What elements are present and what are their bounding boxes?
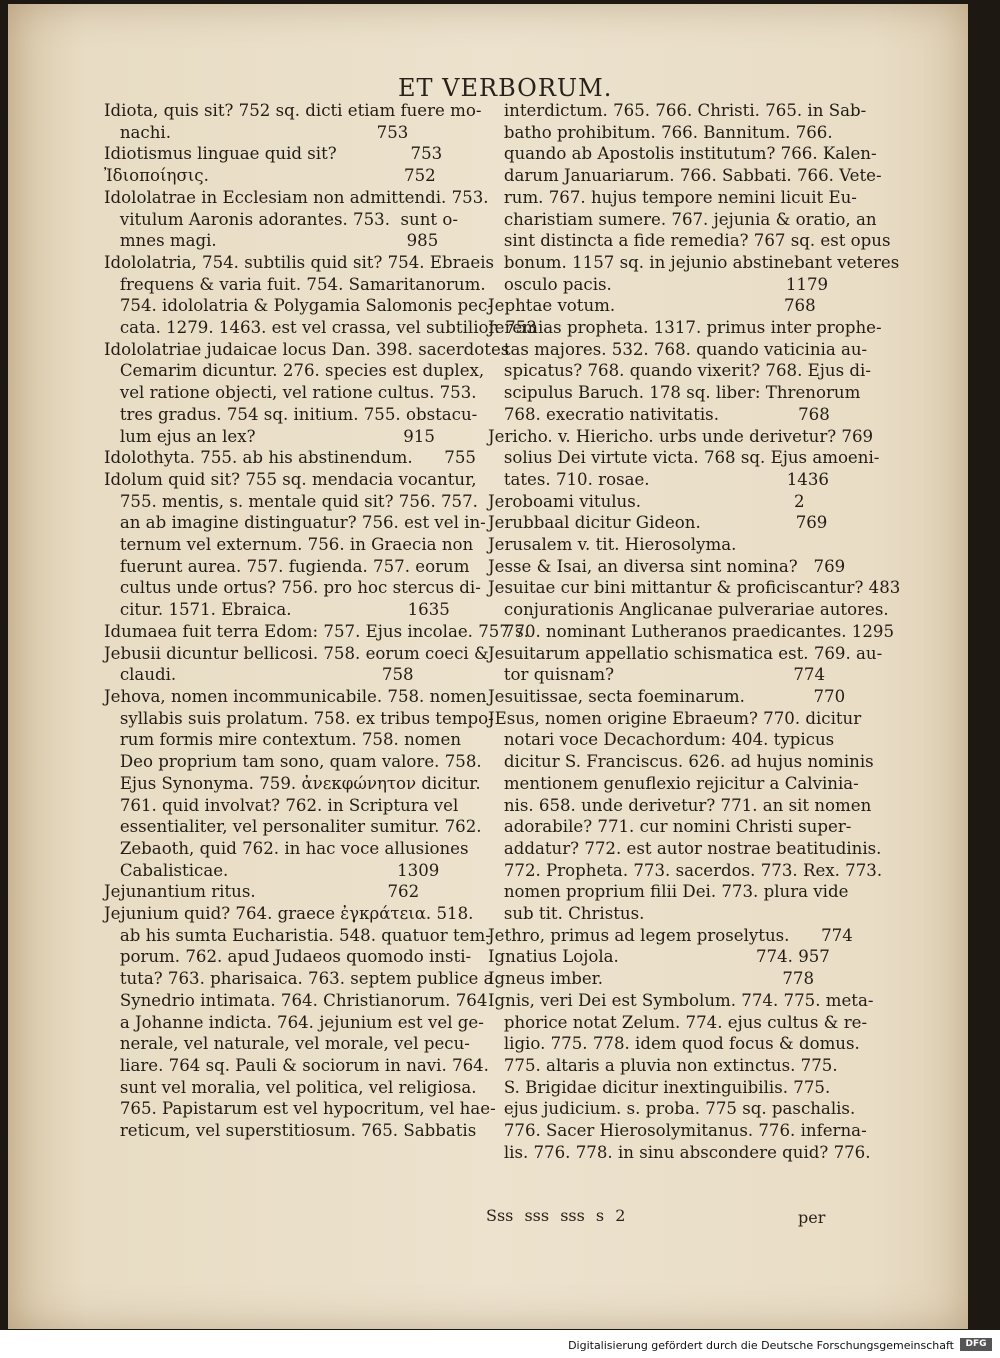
index-line: Jesse & Isai, an diversa sint nomina? 769 (488, 556, 846, 576)
index-line: bonum. 1157 sq. in jejunio abstinebant veteres (488, 252, 900, 272)
index-line: Ejus Synonyma. 759. ἀνεκφώνητον dicitur. (104, 773, 481, 793)
index-line: 772. Propheta. 773. sacerdos. 773. Rex. 773. (488, 860, 883, 880)
index-line: 754. idololatria & Polygamia Salomonis pec- (104, 296, 493, 316)
index-line: rum formis mire contextum. 758. nomen (104, 730, 462, 750)
index-line: Jejunantium ritus. 762 (104, 882, 420, 902)
index-line: mnes magi. 985 (104, 231, 439, 251)
index-line: 776. Sacer Hierosolymitanus. 776. inferna- (488, 1121, 867, 1141)
index-line: Idumaea fuit terra Edom: 757. Ejus incolae. 757 s. (104, 621, 529, 641)
index-column-right (488, 100, 901, 1163)
index-line: Jebusii dicuntur bellicosi. 758. eorum coeci & (104, 643, 489, 663)
index-line: scipulus Baruch. 178 sq. liber: Threnorum (488, 383, 861, 403)
index-line: tates. 710. rosae. 1436 (488, 469, 829, 489)
index-line: Idiota, quis sit? 752 sq. dicti etiam fuere mo- (104, 101, 482, 120)
index-line: Ignatius Lojola. 774. 957 (488, 947, 830, 967)
index-line: Cemarim dicuntur. 276. species est duplex, (104, 361, 485, 381)
book-page (8, 4, 968, 1329)
index-line: S. Brigidae dicitur inextinguibilis. 775. (488, 1077, 831, 1097)
digitization-footer (0, 1330, 1000, 1358)
index-line: Ignis, veri Dei est Symbolum. 774. 775. meta- (488, 990, 874, 1010)
index-line: conjurationis Anglicanae pulverariae autores. (488, 600, 889, 620)
index-line: lum ejus an lex? 915 (104, 426, 435, 446)
index-line: cultus unde ortus? 756. pro hoc stercus di- (104, 578, 481, 598)
index-line: Jesuitae cur bini mittantur & proficiscantur? 483 (488, 578, 901, 598)
index-line: Jeroboami vitulus. 2 (488, 491, 805, 511)
index-line: reticum, vel superstitiosum. 765. Sabbatis (104, 1121, 477, 1141)
footer-credit: Digitalisierung gefördert durch die Deutsche Forschungsgemeinschaft (568, 1339, 954, 1352)
index-line: batho prohibitum. 766. Bannitum. 766. (488, 122, 833, 142)
index-line: sint distincta a fide remedia? 767 sq. est opus (488, 231, 891, 251)
index-line: sub tit. Christus. (488, 904, 645, 924)
index-line: claudi. 758 (104, 665, 414, 685)
index-line: 765. Papistarum est vel hypocritum, vel hae- (104, 1099, 496, 1119)
index-line: JEsus, nomen origine Ebraeum? 770. dicitur (488, 708, 862, 728)
index-line: rum. 767. hujus tempore nemini licuit Eu- (488, 187, 857, 207)
index-line: citur. 1571. Ebraica. 1635 (104, 600, 450, 620)
index-line: solius Dei virtute victa. 768 sq. Ejus amoeni- (488, 448, 880, 468)
index-line: addatur? 772. est autor nostrae beatitudinis. (488, 838, 882, 858)
index-line: Ἰδιοποίησις. 752 (104, 166, 436, 186)
index-line: ab his sumta Eucharistia. 548. quatuor tem- (104, 925, 491, 945)
index-line: Jephtae votum. 768 (488, 296, 816, 316)
index-line: a Johanne indicta. 764. jejunium est vel ge- (104, 1012, 484, 1032)
index-line: ligio. 775. 778. idem quod focus & domus. (488, 1034, 860, 1054)
catchword: per (798, 1208, 826, 1227)
signature-mark: Sss sss sss s 2 (486, 1206, 626, 1225)
index-column-left (104, 100, 537, 1142)
index-line: nachi. 753 (104, 122, 409, 142)
index-line: ejus judicium. s. proba. 775 sq. paschalis. (488, 1099, 856, 1119)
index-line: Jeremias propheta. 1317. primus inter prophe- (488, 318, 882, 338)
index-line: Jethro, primus ad legem proselytus. 774 (488, 925, 853, 945)
index-line: 761. quid involvat? 762. in Scriptura vel (104, 795, 459, 815)
index-line: syllabis suis prolatum. 758. ex tribus tempo- (104, 708, 494, 728)
index-line: tuta? 763. pharisaica. 763. septem publice a (104, 969, 494, 989)
index-line: mentionem genuflexio rejicitur a Calvinia- (488, 773, 859, 793)
index-line: cata. 1279. 1463. est vel crassa, vel subtilior. 753 (104, 318, 537, 338)
index-line: interdictum. 765. 766. Christi. 765. in Sab- (488, 101, 867, 120)
index-line: Deo proprium tam sono, quam valore. 758. (104, 752, 482, 772)
index-line: nis. 658. unde derivetur? 771. an sit nomen (488, 795, 872, 815)
index-line: essentialiter, vel personaliter sumitur. 762. (104, 817, 482, 837)
index-line: osculo pacis. 1179 (488, 274, 829, 294)
page-heading: ET VERBORUM. (398, 74, 613, 102)
index-line: tas majores. 532. 768. quando vaticinia au- (488, 339, 868, 359)
index-line: Jericho. v. Hiericho. urbs unde derivetur? 769 (488, 426, 874, 446)
index-line: Idolothyta. 755. ab his abstinendum. 755 (104, 448, 476, 468)
index-line: vel ratione objecti, vel ratione cultus. 753. (104, 383, 477, 403)
index-line: phorice notat Zelum. 774. ejus cultus & re- (488, 1012, 868, 1032)
index-line: Jerubbaal dicitur Gideon. 769 (488, 513, 828, 533)
index-line: an ab imagine distinguatur? 756. est vel in- (104, 513, 486, 533)
index-line: Jehova, nomen incommunicabile. 758. nomen (104, 686, 487, 706)
index-line: Synedrio intimata. 764. Christianorum. 764 (104, 990, 488, 1010)
index-line: Jesuitissae, secta foeminarum. 770 (488, 686, 846, 706)
index-line: nerale, vel naturale, vel morale, vel pecu- (104, 1034, 470, 1054)
index-line: 768. execratio nativitatis. 768 (488, 404, 830, 424)
index-line: vitulum Aaronis adorantes. 753. sunt o- (104, 209, 458, 229)
index-line: Jejunium quid? 764. graece ἐγκράτεια. 518. (104, 904, 474, 924)
dfg-logo: DFG (960, 1338, 992, 1351)
index-line: Igneus imber. 778 (488, 969, 815, 989)
index-line: Cabalisticae. 1309 (104, 860, 440, 880)
index-line: Idololatrae in Ecclesiam non admittendi. 753. (104, 187, 489, 207)
index-line: Jesuitarum appellatio schismatica est. 769. au- (488, 643, 883, 663)
index-line: nomen proprium filii Dei. 773. plura vide (488, 882, 849, 902)
index-line: 755. mentis, s. mentale quid sit? 756. 757. (104, 491, 478, 511)
index-line: Idololatriae judaicae locus Dan. 398. sacerdotes (104, 339, 510, 359)
index-line: quando ab Apostolis institutum? 766. Kalen- (488, 144, 877, 164)
index-line: sunt vel moralia, vel politica, vel religiosa. (104, 1077, 477, 1097)
index-line: Idololatria, 754. subtilis quid sit? 754. Ebraeis (104, 252, 495, 272)
index-line: lis. 776. 778. in sinu abscondere quid? 776. (488, 1142, 871, 1162)
index-line: adorabile? 771. cur nomini Christi super- (488, 817, 852, 837)
index-line: notari voce Decachordum: 404. typicus (488, 730, 835, 750)
index-line: Zebaoth, quid 762. in hac voce allusiones (104, 838, 469, 858)
index-line: charistiam sumere. 767. jejunia & oratio, an (488, 209, 877, 229)
index-line: Idolum quid sit? 755 sq. mendacia vocantur, (104, 469, 477, 489)
index-line: liare. 764 sq. Pauli & sociorum in navi. 764. (104, 1055, 489, 1075)
index-line: porum. 762. apud Judaeos quomodo insti- (104, 947, 472, 967)
index-line: tor quisnam? 774 (488, 665, 826, 685)
index-line: fuerunt aurea. 757. fugienda. 757. eorum (104, 556, 470, 576)
index-line: spicatus? 768. quando vixerit? 768. Ejus di- (488, 361, 871, 381)
index-line: Idiotismus linguae quid sit? 753 (104, 144, 443, 164)
index-line: darum Januariarum. 766. Sabbati. 766. Vete- (488, 166, 882, 186)
index-line: dicitur S. Franciscus. 626. ad hujus nominis (488, 752, 874, 772)
index-line: Jerusalem v. tit. Hierosolyma. (488, 535, 737, 555)
index-line: 775. altaris a pluvia non extinctus. 775. (488, 1055, 838, 1075)
index-line: tres gradus. 754 sq. initium. 755. obstacu- (104, 404, 478, 424)
index-line: ternum vel externum. 756. in Graecia non (104, 535, 474, 555)
index-line: 770. nominant Lutheranos praedicantes. 1295 (488, 621, 895, 641)
index-line: frequens & varia fuit. 754. Samaritanorum. (104, 274, 486, 294)
